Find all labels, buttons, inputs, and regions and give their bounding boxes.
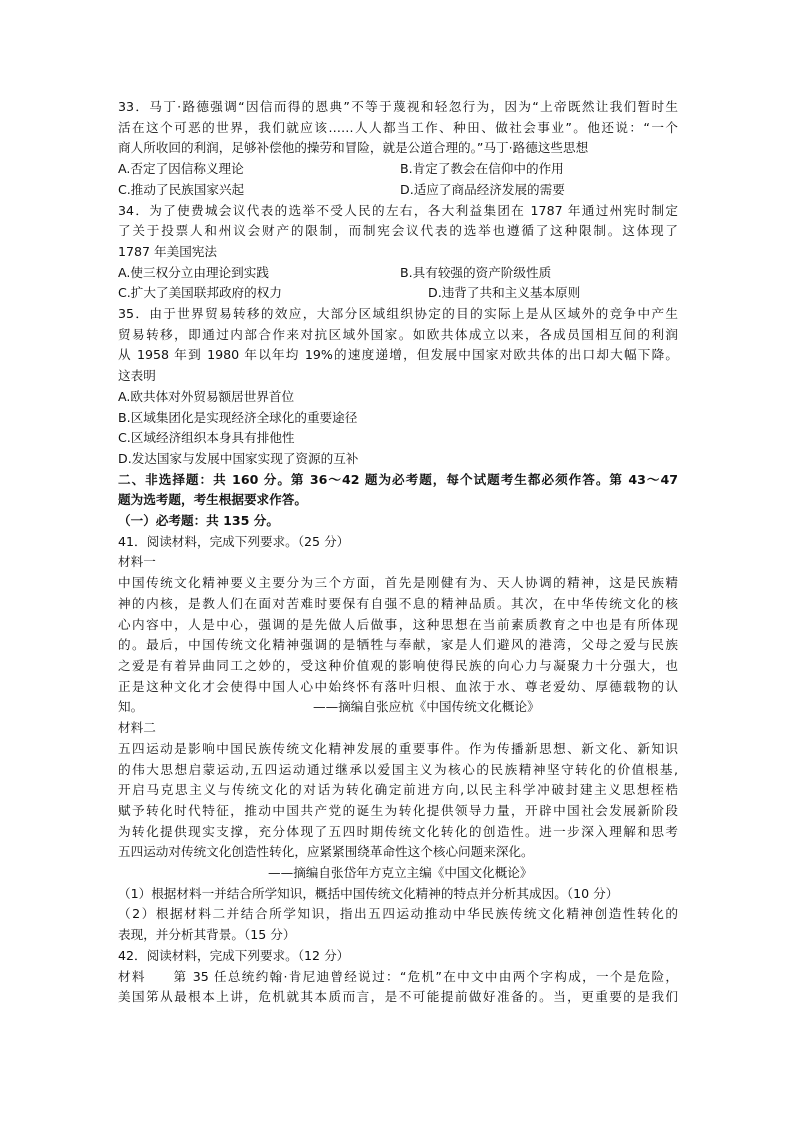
question-35-option-b[interactable]: B.区域集团化是实现经济全球化的重要途径 [118, 409, 358, 425]
question-42-intro: 42．阅读材料，完成下列要求。（12 分） [118, 947, 350, 963]
question-35-option-c[interactable]: C.区域经济组织本身具有排他性 [118, 430, 295, 446]
section-2-heading [118, 470, 678, 532]
material-1-line: 之爱是有着异曲同工之妙的，受这种价值观的影响使得民族的向心力与凝聚力十分强大，也 [118, 657, 678, 673]
material-1-line: 心内容中，人是中心，强调的是先做人后做事，这种思想在当前素质教育之中也是有所体现 [118, 616, 678, 632]
question-34-stem-line: 了关于投票人和州议会财产的限制，而制宪会议代表的选举也遵循了这种限制。这体现了 [118, 223, 678, 239]
question-33-stem-line: 33．马丁·路德强调“因信而得的恩典”不等于蔑视和轻忽行为，因为“上帝既然让我们暂时生 [118, 99, 678, 114]
question-33-option-b[interactable]: B.肯定了教会在信仰中的作用 [400, 161, 564, 177]
material-1-label: 材料一 [118, 554, 156, 570]
question-35-stem-line: 从 1958 年到 1980 年以年均 19%的速度递增，但发展中国家对欧共体的出口却大幅下降。 [118, 347, 678, 363]
material-2-line: 五四运动对传统文化创造性转化，应紧紧围绕革命性这个核心问题来深化。 [118, 844, 534, 860]
question-41-task-2: （2）根据材料二并结合所学知识，指出五四运动推动中华民族传统文化精神创造性转化的 [118, 906, 678, 922]
question-42-material-line: 美国笫从最根本上讲，危机就其本质而言，是不可能提前做好准备的。当，更重要的是我们 [118, 989, 678, 1005]
question-35-option-d[interactable]: D.发达国家与发展中国家实现了资源的互补 [118, 450, 359, 466]
question-33 [118, 97, 678, 201]
question-34-option-b[interactable]: B.具有较强的资产阶级性质 [400, 264, 552, 280]
question-33-option-d[interactable]: D.适应了商品经济发展的需要 [400, 181, 565, 197]
question-34-stem-line: 34．为了使费城会议代表的选举不受人民的左右，各大利益集团在 1787 年通过州宪时制定 [118, 202, 678, 218]
material-2-label: 材料二 [118, 720, 156, 736]
question-42-material-line: 材料 第 35 任总统约翰·肯尼迪曾经说过：“危机”在中文中由两个字构成，一个是危险， [118, 968, 678, 984]
section-heading-line: 题为选考题，考生根据要求作答。 [118, 492, 307, 508]
material-2-line: 开启马克思主义与传统文化的对话为转化确定前进方向,以民主科学冲破封建主义思想桎梏 [118, 782, 678, 798]
material-1-line: 知。 [118, 699, 144, 715]
material-2-line: 五四运动是影响中国民族传统文化精神发展的重要事件。作为传播新思想、新文化、新知识 [118, 740, 678, 756]
question-41-task-1: （1）根据材料一并结合所学知识，概括中国传统文化精神的特点并分析其成因。（10 分） [118, 885, 619, 901]
question-35-option-a[interactable]: A.欧共体对外贸易额居世界首位 [118, 388, 295, 404]
section-heading-line: 二、非选择题：共 160 分。第 36～42 题为必考题，每个试题考生都必须作答。第 43～47 [118, 471, 678, 487]
question-35-stem-line: 这表明 [118, 368, 156, 384]
question-41-intro: 41．阅读材料，完成下列要求。（25 分） [118, 533, 350, 549]
exam-page [118, 97, 678, 1008]
question-35 [118, 304, 678, 470]
material-1-line: 正是这种文化才会使得中国人心中始终怀有落叶归根、血浓于水、尊老爱幼、厚德载物的认 [118, 678, 678, 694]
material-1-source: ——摘编自张应杭《中国传统文化概论》 [313, 699, 540, 715]
material-1-line: 神的内核，是教人们在面对苦难时要保有自强不息的精神品质。其次，在中华传统文化的核 [118, 595, 678, 611]
material-1-line: 中国传统文化精神要义主要分为三个方面，首先是刚健有为、天人协调的精神，这是民族精 [118, 575, 678, 591]
question-42 [118, 946, 678, 1008]
question-33-stem-line: 活在这个可恶的世界，我们就应该……人人都当工作、种田、做社会事业”。他还说：“一个 [118, 119, 678, 135]
question-33-stem-line: 商人所收回的利润，足够补偿他的操劳和冒险，就是公道合理的。”马丁·路德这些思想 [118, 140, 589, 156]
question-33-option-c[interactable]: C.推动了民族国家兴起 [118, 181, 245, 197]
question-34-option-d[interactable]: D.违背了共和主义基本原则 [428, 285, 581, 301]
material-2-source: ——摘编自张岱年方克立主编《中国文化概论》 [268, 865, 533, 881]
question-34-stem-line: 1787 年美国宪法 [118, 243, 218, 259]
section-subheading: （一）必考题：共 135 分。 [118, 513, 279, 529]
question-34-option-c[interactable]: C.扩大了美国联邦政府的权力 [118, 285, 282, 301]
question-34-option-a[interactable]: A.使三权分立由理论到实践 [118, 264, 269, 280]
question-34 [118, 201, 678, 305]
question-35-stem-line: 35．由于世界贸易转移的效应，大部分区域组织协定的目的实际上是从区域外的竞争中产生 [118, 306, 678, 322]
question-41-task-2-cont: 表现，并分析其背景。（15 分） [118, 927, 296, 943]
material-2-line: 赋予转化时代特征，推动中国共产党的诞生为转化提供领导力量，开辟中国社会发展新阶段 [118, 802, 678, 818]
material-2-line: 的伟大思想启蒙运动,五四运动通过继承以爱国主义为核心的民族精神坚守转化的价值根基, [118, 761, 678, 777]
material-2-line: 为转化提供现实支撑，充分体现了五四时期传统文化转化的创造性。进一步深入理解和思考 [118, 823, 678, 839]
question-33-option-a[interactable]: A.否定了因信称义理论 [118, 161, 244, 177]
material-1-line: 的。最后，中国传统文化精神强调的是牺牲与奉献，家是人们避风的港湾，父母之爱与民族 [118, 637, 678, 653]
question-35-stem-line: 贸易转移，即通过内部合作来对抗区域外国家。如欧共体成立以来，各成员国相互间的利润 [118, 326, 678, 342]
question-41 [118, 532, 678, 946]
